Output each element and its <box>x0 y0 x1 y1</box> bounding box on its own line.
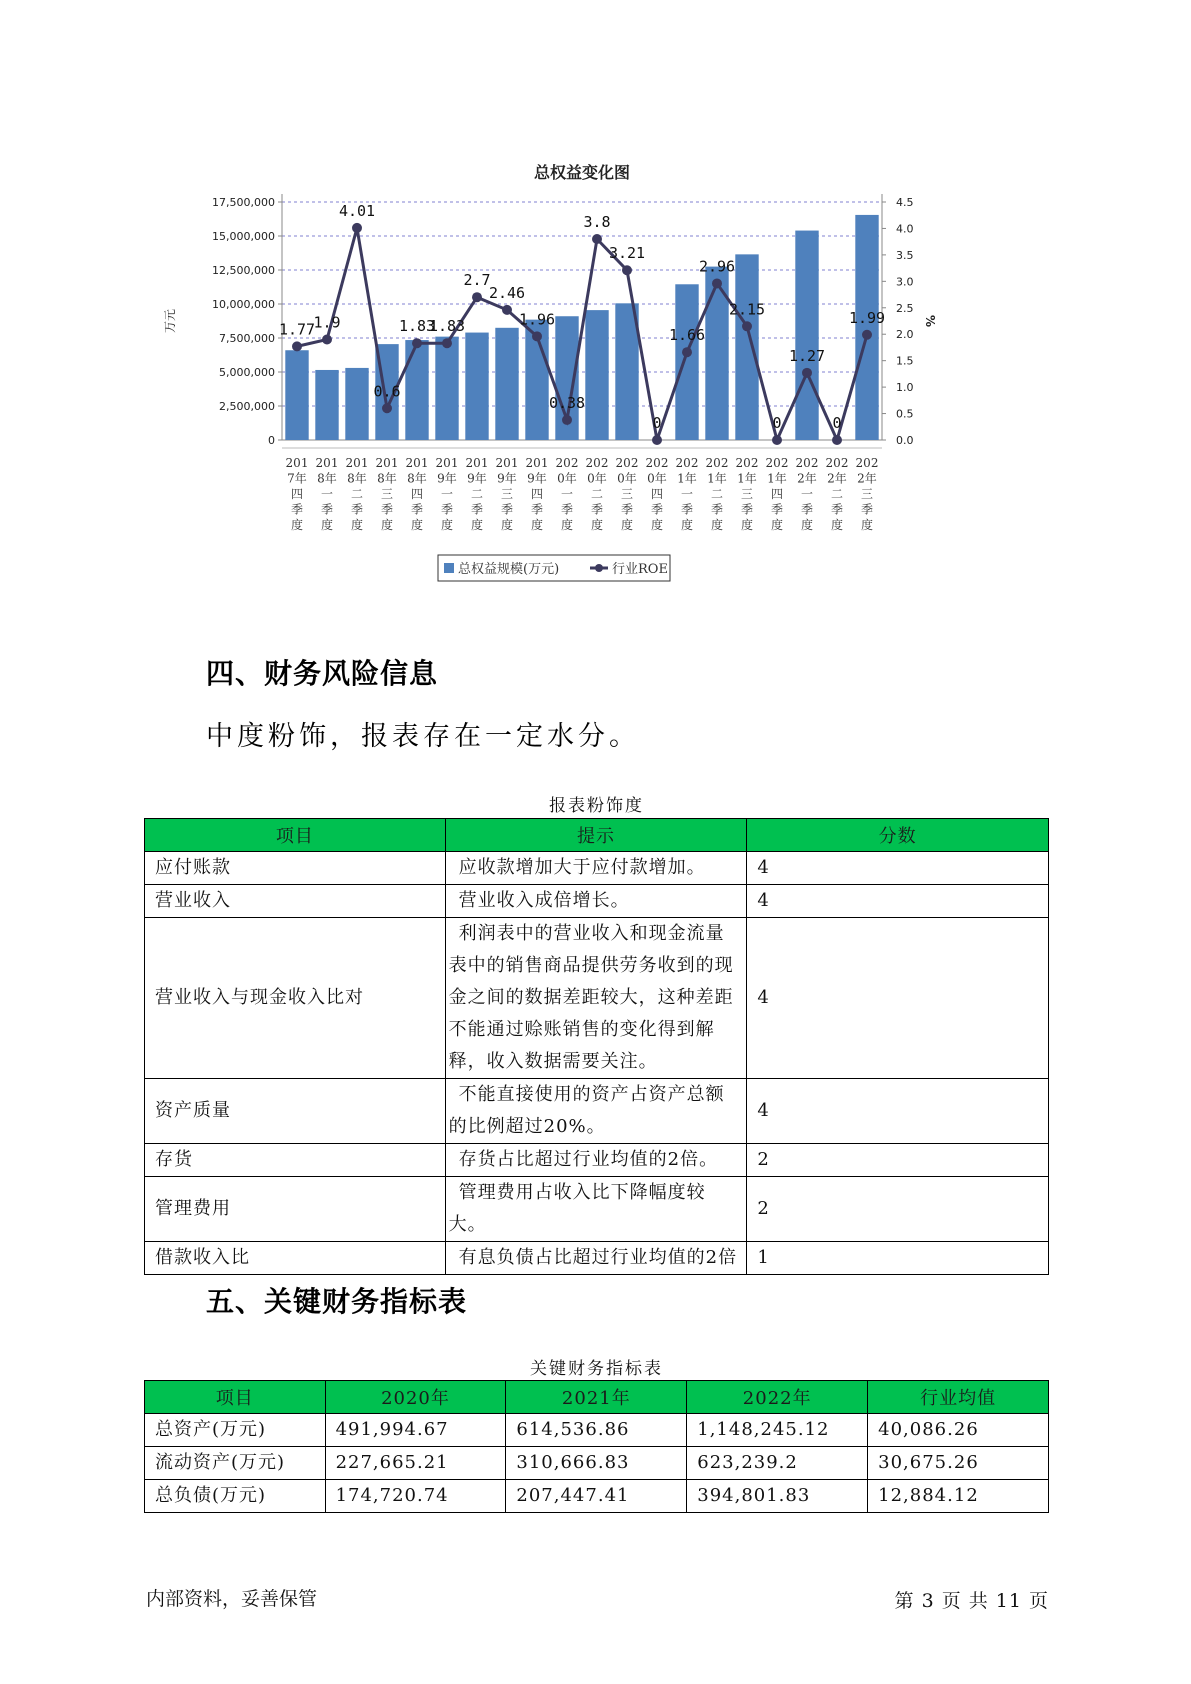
x-tick-label: 三 <box>380 487 394 501</box>
x-tick-label: 1年 <box>767 471 787 486</box>
x-tick-label: 2年 <box>857 471 877 486</box>
section-heading-key-indicators: 五、关键财务指标表 <box>206 1285 468 1318</box>
roe-data-label: 2.7 <box>463 271 491 290</box>
risk-hint-text: 利润表中的营业收入和现金流量表中的销售商品提供劳务收到的现金之间的数据差距较大，这种差距不能通过赊账销售的变化得到解释，收入数据需要关注。 <box>448 923 734 1072</box>
table-row <box>145 1079 1049 1144</box>
footer-confidential-note: 内部资料，妥善保管 <box>146 1588 318 1610</box>
risk-score-cell: 2 <box>747 1177 1049 1242</box>
y-left-tick-label: 17,500,000 <box>212 196 275 209</box>
y-right-tick-label: 1.5 <box>896 354 914 368</box>
x-tick-label: 9年 <box>527 471 547 486</box>
y-right-tick-label: 3.5 <box>896 248 914 262</box>
x-tick-label: 2年 <box>827 471 847 486</box>
x-tick-label: 季 <box>680 502 694 517</box>
equity-bar <box>585 310 608 440</box>
roe-point <box>472 292 482 302</box>
legend-label-equity: 总权益规模(万元) <box>458 562 560 577</box>
x-tick-label: 9年 <box>437 471 457 486</box>
risk-hint-cell <box>445 1144 747 1177</box>
indicator-value-cell: 394,801.83 <box>687 1480 868 1513</box>
x-tick-label: 8年 <box>347 471 367 486</box>
roe-data-label: 0.38 <box>548 393 586 412</box>
roe-point <box>532 331 542 341</box>
y-right-axis-label: % <box>923 314 937 328</box>
risk-hint-cell <box>445 885 747 918</box>
roe-point <box>862 330 872 340</box>
x-tick-label: 9年 <box>497 471 517 486</box>
equity-bar <box>795 231 818 440</box>
roe-point <box>442 338 452 348</box>
y-left-tick-label: 15,000,000 <box>212 230 275 243</box>
indicator-name-cell: 总负债(万元) <box>145 1480 326 1513</box>
risk-hint-text: 有息负债占比超过行业均值的2倍 <box>458 1247 738 1268</box>
x-tick-label: 1年 <box>677 471 697 486</box>
roe-data-label: 0.6 <box>373 382 401 401</box>
y-left-tick-label: 12,500,000 <box>212 264 275 277</box>
y-right-tick-label: 2.0 <box>896 328 914 342</box>
roe-data-label: 1.99 <box>848 308 886 327</box>
indicator-value-cell: 623,239.2 <box>687 1447 868 1480</box>
table-header-cell: 行业均值 <box>868 1381 1049 1414</box>
table-row <box>145 852 1049 885</box>
roe-point <box>652 435 662 445</box>
y-left-tick-label: 2,500,000 <box>219 400 275 413</box>
x-tick-label: 四 <box>530 487 544 501</box>
risk-summary-text: 中度粉饰，报表存在一定水分。 <box>206 721 640 752</box>
x-tick-label: 202 <box>705 456 729 470</box>
x-tick-label: 201 <box>405 456 429 470</box>
y-right-tick-label: 2.5 <box>896 301 914 315</box>
x-tick-label: 度 <box>710 518 724 532</box>
table-row <box>145 885 1049 918</box>
roe-data-label: 2.46 <box>488 283 526 302</box>
x-tick-label: 度 <box>770 518 784 532</box>
roe-point <box>322 335 332 345</box>
x-tick-label: 二 <box>470 487 484 501</box>
risk-score-cell: 4 <box>747 885 1049 918</box>
y-right-tick-label: 4.0 <box>896 222 914 236</box>
table-header-cell: 2020年 <box>325 1381 506 1414</box>
risk-hint-cell <box>445 918 747 1079</box>
x-tick-label: 1年 <box>737 471 757 486</box>
roe-point <box>592 234 602 244</box>
x-tick-label: 0年 <box>617 471 637 486</box>
x-tick-label: 202 <box>615 456 639 470</box>
x-tick-label: 四 <box>650 487 664 501</box>
table-header-cell: 项目 <box>145 1381 326 1414</box>
chart-title: 总权益变化图 <box>533 163 631 182</box>
x-tick-label: 8年 <box>377 471 397 486</box>
x-tick-label: 度 <box>620 518 634 532</box>
y-left-tick-label: 7,500,000 <box>219 332 275 345</box>
roe-data-label: 1.83 <box>428 317 466 336</box>
roe-data-label: 2.96 <box>698 257 736 276</box>
x-tick-label: 201 <box>315 456 339 470</box>
x-tick-label: 202 <box>795 456 819 470</box>
table-row <box>145 1177 1049 1242</box>
x-tick-label: 度 <box>860 518 874 532</box>
roe-point <box>742 321 752 331</box>
risk-hint-cell <box>445 852 747 885</box>
x-tick-label: 202 <box>825 456 849 470</box>
indicator-value-cell: 491,994.67 <box>325 1414 506 1447</box>
legend-label-roe: 行业ROE <box>612 562 668 577</box>
roe-point <box>802 368 812 378</box>
x-tick-label: 202 <box>645 456 669 470</box>
x-tick-label: 一 <box>800 487 814 501</box>
x-tick-label: 度 <box>470 518 484 532</box>
table-header-cell: 项目 <box>145 819 446 852</box>
key-financial-indicators-table <box>144 1380 1049 1513</box>
x-tick-label: 季 <box>740 502 754 517</box>
risk-item-cell: 营业收入 <box>145 885 446 918</box>
x-tick-label: 202 <box>555 456 579 470</box>
indicator-value-cell: 227,665.21 <box>325 1447 506 1480</box>
section-heading-financial-risk: 四、财务风险信息 <box>206 657 439 690</box>
x-tick-label: 季 <box>410 502 424 517</box>
risk-item-cell: 管理费用 <box>145 1177 446 1242</box>
table-row <box>145 1480 1049 1513</box>
x-tick-label: 季 <box>830 502 844 517</box>
x-tick-label: 季 <box>320 502 334 517</box>
x-tick-label: 度 <box>440 518 454 532</box>
roe-point <box>832 435 842 445</box>
x-tick-label: 201 <box>525 456 549 470</box>
x-tick-label: 季 <box>290 502 304 517</box>
equity-chart-svg <box>150 160 1030 620</box>
y-right-tick-label: 1.0 <box>896 381 914 395</box>
x-tick-label: 度 <box>530 518 544 532</box>
x-tick-label: 三 <box>500 487 514 501</box>
roe-point <box>292 341 302 351</box>
key-table-caption: 关键财务指标表 <box>530 1359 663 1379</box>
x-tick-label: 三 <box>740 487 754 501</box>
x-tick-label: 季 <box>710 502 724 517</box>
x-tick-label: 季 <box>530 502 544 517</box>
x-tick-label: 度 <box>740 518 754 532</box>
equity-bar <box>495 328 518 440</box>
x-tick-label: 季 <box>560 502 574 517</box>
x-tick-label: 二 <box>830 487 844 501</box>
x-tick-label: 202 <box>855 456 879 470</box>
equity-chart <box>150 160 1030 620</box>
x-tick-label: 度 <box>500 518 514 532</box>
indicator-name-cell: 总资产(万元) <box>145 1414 326 1447</box>
equity-bar <box>675 284 698 440</box>
roe-point <box>622 265 632 275</box>
footer-page-number: 第 3 页 共 11 页 <box>894 1590 1049 1612</box>
x-tick-label: 季 <box>440 502 454 517</box>
table-header-cell: 分数 <box>747 819 1049 852</box>
roe-data-label: 1.27 <box>788 346 826 365</box>
x-tick-label: 度 <box>350 518 364 532</box>
roe-data-label: 3.21 <box>608 244 646 263</box>
legend-swatch-equity <box>444 563 454 573</box>
table-row <box>145 918 1049 1079</box>
roe-data-label: 1.96 <box>518 310 556 329</box>
table-row <box>145 1144 1049 1177</box>
roe-data-label: 0 <box>652 414 662 432</box>
x-tick-label: 201 <box>465 456 489 470</box>
x-tick-label: 度 <box>320 518 334 532</box>
indicator-value-cell: 614,536.86 <box>506 1414 687 1447</box>
x-tick-label: 三 <box>860 487 874 501</box>
equity-bar <box>465 333 488 440</box>
x-tick-label: 202 <box>675 456 699 470</box>
roe-point <box>562 415 572 425</box>
roe-point <box>382 403 392 413</box>
equity-bar <box>735 254 758 440</box>
x-tick-label: 201 <box>375 456 399 470</box>
x-tick-label: 7年 <box>287 471 307 486</box>
roe-data-label: 1.66 <box>668 326 706 345</box>
risk-hint-text: 管理费用占收入比下降幅度较大。 <box>448 1182 706 1235</box>
y-right-tick-label: 4.5 <box>896 196 914 209</box>
y-left-tick-label: 10,000,000 <box>212 298 275 311</box>
indicator-value-cell: 30,675.26 <box>868 1447 1049 1480</box>
x-tick-label: 三 <box>620 487 634 501</box>
x-tick-label: 一 <box>320 487 334 501</box>
x-tick-label: 201 <box>285 456 309 470</box>
x-tick-label: 度 <box>680 518 694 532</box>
table-row <box>145 1414 1049 1447</box>
x-tick-label: 1年 <box>707 471 727 486</box>
y-right-tick-label: 0.0 <box>896 434 914 447</box>
risk-hint-cell <box>445 1177 747 1242</box>
x-tick-label: 二 <box>350 487 364 501</box>
risk-score-cell: 4 <box>747 852 1049 885</box>
x-tick-label: 0年 <box>587 471 607 486</box>
equity-bar <box>855 215 878 440</box>
risk-item-cell: 借款收入比 <box>145 1242 446 1275</box>
roe-data-label: 4.01 <box>338 201 376 220</box>
x-tick-label: 202 <box>765 456 789 470</box>
roe-point <box>772 435 782 445</box>
x-tick-label: 201 <box>435 456 459 470</box>
table-header-cell: 2022年 <box>687 1381 868 1414</box>
roe-data-label: 0 <box>772 414 782 432</box>
roe-data-label: 1.83 <box>398 317 436 336</box>
risk-item-cell: 应付账款 <box>145 852 446 885</box>
equity-bar <box>285 350 308 440</box>
x-tick-label: 202 <box>585 456 609 470</box>
roe-data-label: 3.8 <box>583 213 611 232</box>
roe-data-label: 1.9 <box>313 313 341 332</box>
risk-item-cell: 营业收入与现金收入比对 <box>145 918 446 1079</box>
table-row <box>145 1447 1049 1480</box>
x-tick-label: 季 <box>380 502 394 517</box>
table-header-cell: 提示 <box>445 819 747 852</box>
indicator-value-cell: 40,086.26 <box>868 1414 1049 1447</box>
x-tick-label: 0年 <box>647 471 667 486</box>
risk-item-cell: 资产质量 <box>145 1079 446 1144</box>
risk-score-cell: 1 <box>747 1242 1049 1275</box>
x-tick-label: 四 <box>770 487 784 501</box>
x-tick-label: 0年 <box>557 471 577 486</box>
y-left-tick-label: 0 <box>268 434 275 447</box>
x-tick-label: 一 <box>440 487 454 501</box>
x-tick-label: 度 <box>380 518 394 532</box>
indicator-value-cell: 174,720.74 <box>325 1480 506 1513</box>
x-tick-label: 8年 <box>407 471 427 486</box>
indicator-name-cell: 流动资产(万元) <box>145 1447 326 1480</box>
x-tick-label: 201 <box>495 456 519 470</box>
table-header-row <box>145 819 1049 852</box>
x-tick-label: 二 <box>590 487 604 501</box>
table-row <box>145 1242 1049 1275</box>
risk-hint-text: 应收款增加大于应付款增加。 <box>458 857 706 878</box>
x-tick-label: 季 <box>470 502 484 517</box>
x-tick-label: 四 <box>290 487 304 501</box>
indicator-value-cell: 12,884.12 <box>868 1480 1049 1513</box>
x-tick-label: 度 <box>830 518 844 532</box>
risk-score-cell: 4 <box>747 918 1049 1079</box>
y-left-tick-label: 5,000,000 <box>219 366 275 379</box>
x-tick-label: 一 <box>680 487 694 501</box>
equity-bar <box>435 337 458 440</box>
x-tick-label: 季 <box>500 502 514 517</box>
risk-table-caption: 报表粉饰度 <box>549 796 644 816</box>
risk-hint-text: 不能直接使用的资产占资产总额的比例超过20%。 <box>448 1084 725 1137</box>
roe-point <box>352 223 362 233</box>
risk-item-cell: 存货 <box>145 1144 446 1177</box>
roe-point <box>412 338 422 348</box>
x-tick-label: 二 <box>710 487 724 501</box>
x-tick-label: 201 <box>345 456 369 470</box>
risk-hint-text: 营业收入成倍增长。 <box>458 890 630 911</box>
x-tick-label: 季 <box>860 502 874 517</box>
y-left-axis-label: 万元 <box>163 308 177 334</box>
y-right-tick-label: 3.0 <box>896 275 914 289</box>
x-tick-label: 季 <box>770 502 784 517</box>
x-tick-label: 季 <box>590 502 604 517</box>
x-tick-label: 202 <box>735 456 759 470</box>
equity-bar <box>345 368 368 440</box>
x-tick-label: 一 <box>560 487 574 501</box>
risk-hint-cell <box>445 1079 747 1144</box>
table-header-row <box>145 1381 1049 1414</box>
legend-swatch-roe-point <box>595 564 603 572</box>
report-whitewash-table <box>144 818 1049 1275</box>
equity-bar <box>405 340 428 440</box>
x-tick-label: 9年 <box>467 471 487 486</box>
x-tick-label: 季 <box>620 502 634 517</box>
y-right-tick-label: 0.5 <box>896 407 914 421</box>
x-tick-label: 度 <box>290 518 304 532</box>
risk-hint-text: 存货占比超过行业均值的2倍。 <box>458 1149 719 1170</box>
risk-hint-cell <box>445 1242 747 1275</box>
roe-point <box>712 278 722 288</box>
roe-point <box>502 305 512 315</box>
roe-data-label: 0 <box>832 414 842 432</box>
x-tick-label: 8年 <box>317 471 337 486</box>
risk-score-cell: 2 <box>747 1144 1049 1177</box>
indicator-value-cell: 207,447.41 <box>506 1480 687 1513</box>
roe-data-label: 2.15 <box>728 300 766 319</box>
roe-data-label: 1.77 <box>278 320 316 339</box>
x-tick-label: 度 <box>800 518 814 532</box>
x-tick-label: 度 <box>410 518 424 532</box>
x-tick-label: 季 <box>350 502 364 517</box>
indicator-value-cell: 1,148,245.12 <box>687 1414 868 1447</box>
x-tick-label: 2年 <box>797 471 817 486</box>
x-tick-label: 季 <box>800 502 814 517</box>
x-tick-label: 度 <box>560 518 574 532</box>
x-tick-label: 四 <box>410 487 424 501</box>
indicator-value-cell: 310,666.83 <box>506 1447 687 1480</box>
x-tick-label: 季 <box>650 502 664 517</box>
table-header-cell: 2021年 <box>506 1381 687 1414</box>
equity-bar <box>315 370 338 440</box>
risk-score-cell: 4 <box>747 1079 1049 1144</box>
x-tick-label: 度 <box>590 518 604 532</box>
roe-point <box>682 347 692 357</box>
x-tick-label: 度 <box>650 518 664 532</box>
